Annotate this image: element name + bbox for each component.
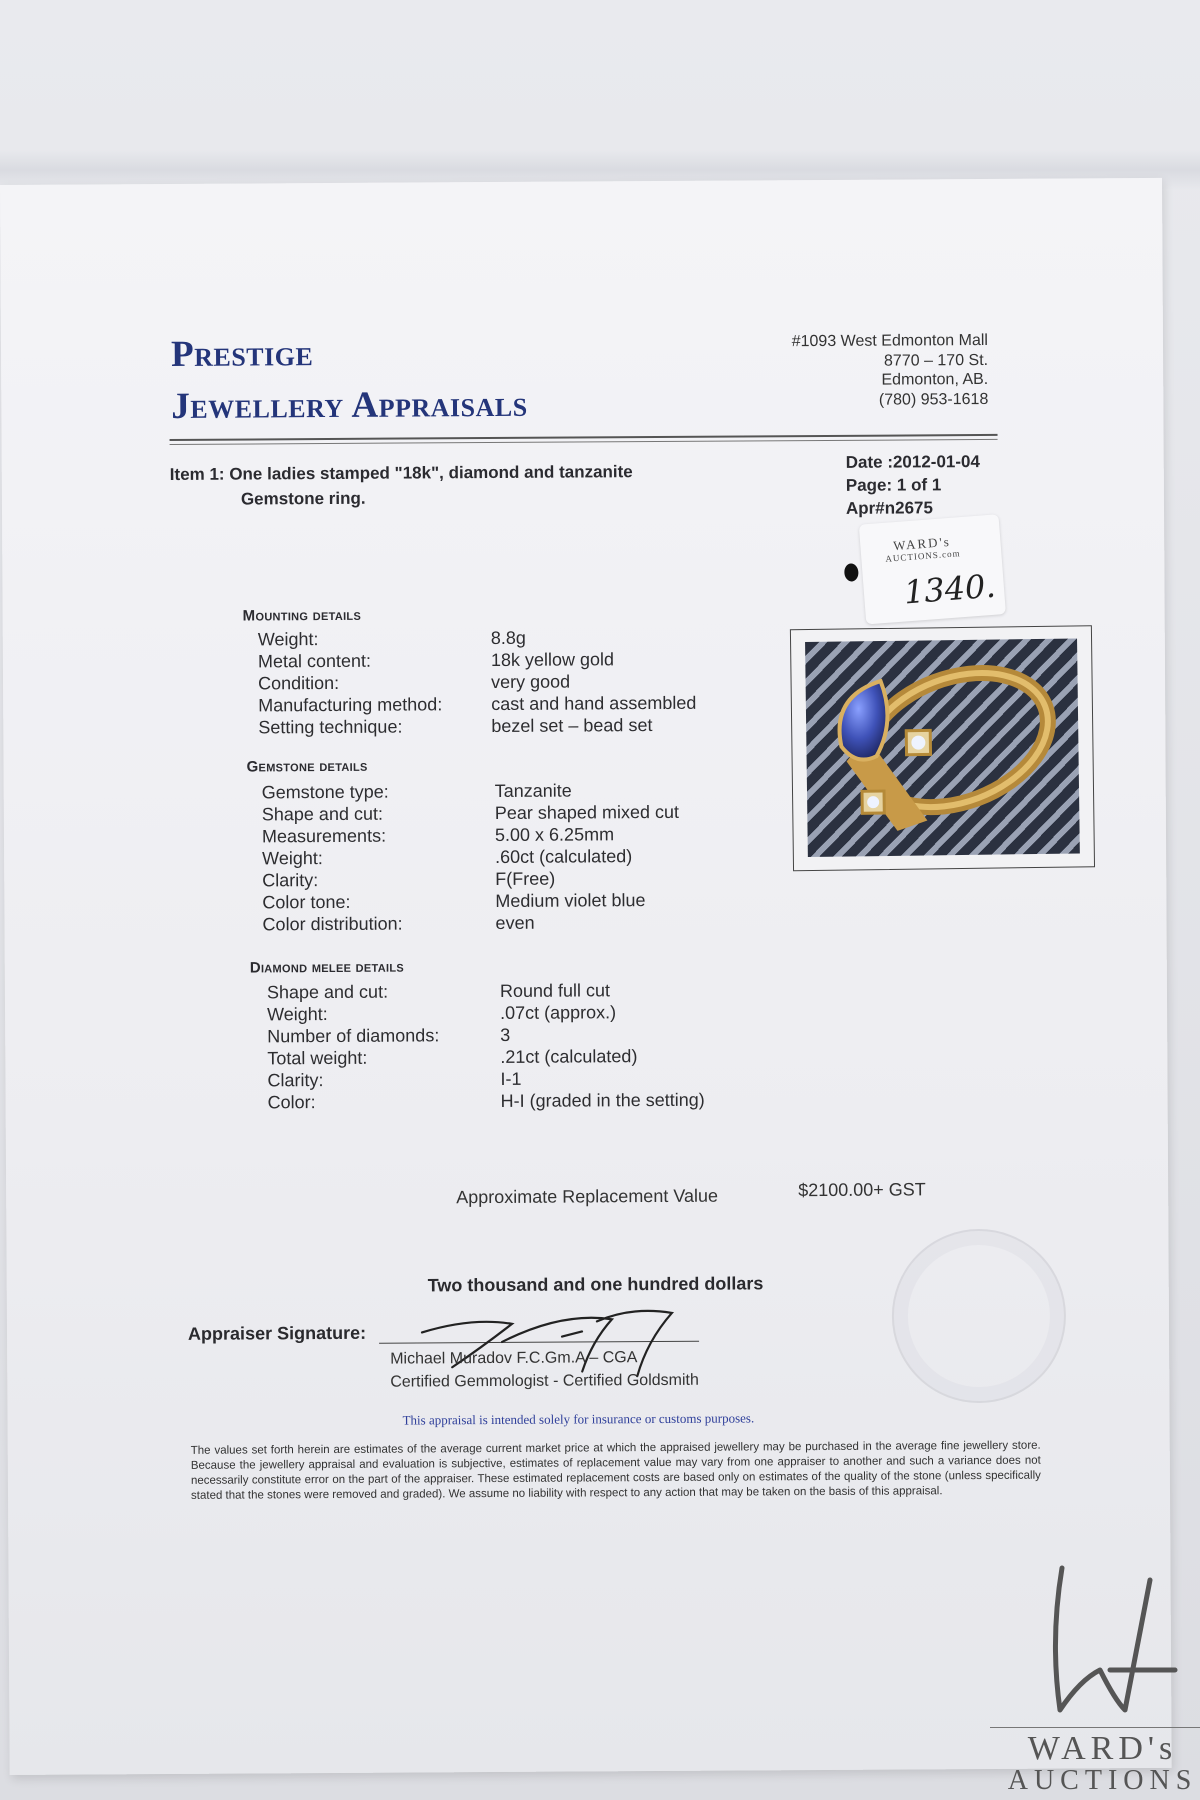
detail-label: Weight: [262,848,323,869]
watermark-line2: AUCTIONS [1007,1765,1198,1796]
detail-label: Metal content: [257,650,372,672]
ring-photo [805,638,1080,857]
detail-label: Weight: [257,629,319,650]
embossed-seal [891,1229,1066,1404]
address-line: #1093 West Edmonton Mall [791,331,989,351]
auction-lot-tag [859,514,1006,624]
gemstone-details-title: Gemstone details [246,757,368,776]
wards-watermark-text [1005,1730,1200,1797]
mounting-details-title: Mounting details [242,606,362,625]
detail-value: very good [490,671,571,693]
detail-label: Color distribution: [262,913,403,935]
detail-label: Gemstone type: [261,781,389,803]
detail-label: Color tone: [262,891,351,913]
detail-label: Setting technique: [258,716,403,738]
watermark-rule [990,1727,1200,1728]
detail-value: cast and hand assembled [491,692,697,715]
detail-label: Measurements: [261,825,387,847]
lot-number: 1340. [902,566,997,612]
disclaimer-text: The values set forth herein are estimates of the average current market price at which the appraised jewellery may be purchased in the average fine jewellery store. Because the jewellery appraisal and evaluation is subjective, estimates of replacement value may vary from one appraiser to another and such a variance does not necessarily constitute error on the part of the appraiser. These estimated replacement costs are based only on estimates of the quality of the stone (unless specifically stated that the stones were removed and graded). We assume no liability with respect to any action that may be taken on the basis of this appraisal. [190,1439,1041,1502]
detail-value: 5.00 x 6.25mm [494,824,615,845]
detail-label: Weight: [267,1004,328,1025]
detail-value: I-1 [500,1068,522,1089]
detail-value: .60ct (calculated) [495,846,633,867]
detail-value: Medium violet blue [495,890,646,911]
appraisal-number: Apr#n2675 [845,498,933,518]
company-name-line1: Prestige [170,333,314,375]
signature-label: Appraiser Signature: [187,1322,367,1344]
item-line2: Gemstone ring. [240,488,366,509]
appraiser-title: Certified Gemmologist - Certified Goldsmith [390,1371,699,1391]
appraiser-name: Michael Muradov F.C.Gm.A – CGA [390,1349,638,1368]
watermark-line1: WARD's [1027,1730,1178,1767]
appraisal-date: Date :2012-01-04 [845,452,980,472]
detail-value: 3 [500,1024,511,1045]
appraisal-sheet [0,178,1172,1775]
appraiser-credentials [390,1346,699,1394]
detail-label: Clarity: [267,1070,324,1091]
detail-value: H-I (graded in the setting) [500,1089,705,1111]
tag-brand [884,535,961,565]
item-description [170,459,633,512]
detail-value: .21ct (calculated) [500,1046,638,1067]
wards-watermark-logo-icon [1000,1560,1180,1720]
detail-label: Total weight: [267,1047,368,1069]
detail-label: Color: [267,1092,316,1113]
address-line: 8770 – 170 St. [883,351,989,370]
detail-value: bezel set – bead set [491,715,653,737]
ring-photo-frame [790,625,1095,871]
detail-label: Clarity: [262,870,319,891]
detail-value: F(Free) [495,868,556,889]
replacement-value: $2100.00+ GST [798,1179,926,1201]
value-in-words: Two thousand and one hundred dollars [427,1273,764,1296]
appraisal-meta [846,450,981,520]
replacement-value-label: Approximate Replacement Value [456,1185,719,1208]
detail-label: Number of diamonds: [267,1025,440,1047]
address-line: Edmonton, AB. [881,370,989,389]
tag-hole [844,563,859,582]
purpose-note: This appraisal is intended solely for insurance or customs purposes. [402,1410,755,1428]
detail-value: .07ct (approx.) [500,1002,617,1023]
ring-icon [805,638,1080,857]
company-name [171,327,528,433]
detail-value: 18k yellow gold [490,649,615,671]
detail-label: Shape and cut: [266,981,389,1003]
detail-value: 8.8g [490,627,526,649]
item-line1: Item 1: One ladies stamped "18k", diamond and tanzanite [169,462,633,484]
company-name-line2: Jewellery Appraisals [171,383,528,427]
diamond-details-title: Diamond melee details [249,958,405,977]
detail-value: Round full cut [499,980,611,1001]
detail-value: Tanzanite [494,780,572,801]
address-line: (780) 953-1618 [878,390,989,409]
page-number: Page: 1 of 1 [845,475,942,495]
detail-label: Shape and cut: [261,803,384,825]
detail-value: Pear shaped mixed cut [494,801,680,823]
detail-value: even [495,912,535,933]
company-address [792,331,989,410]
detail-label: Manufacturing method: [258,694,443,716]
detail-label: Condition: [257,672,340,694]
tag-brand-sub: AUCTIONS.com [885,548,961,564]
tag-brand-name: WARD's [892,533,952,554]
